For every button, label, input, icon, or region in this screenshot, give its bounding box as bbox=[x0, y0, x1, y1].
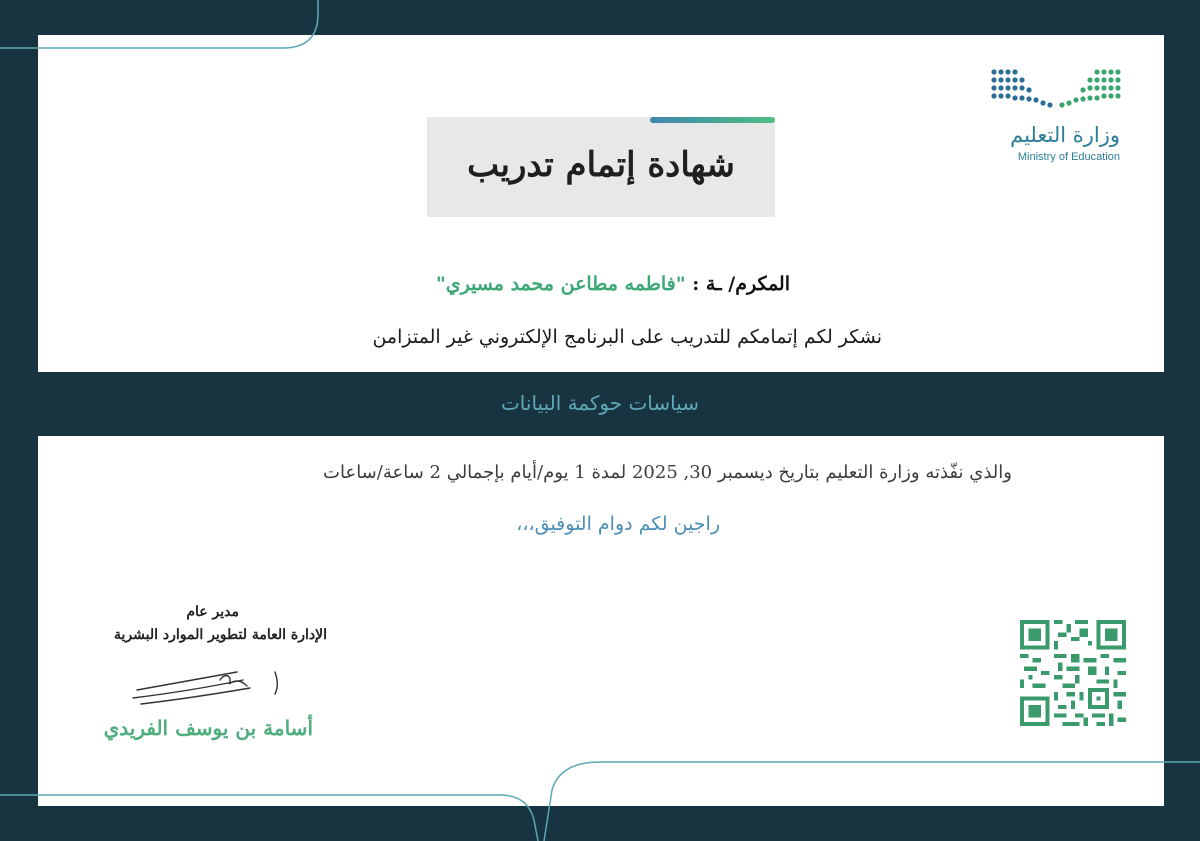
signatory-department: الإدارة العامة لتطوير الموارد البشرية bbox=[114, 627, 327, 643]
signatory-name: أسامة بن يوسف الفريدي bbox=[103, 716, 313, 740]
qr-code-icon bbox=[1020, 620, 1126, 726]
course-name: سياسات حوكمة البيانات bbox=[500, 391, 700, 415]
title-accent-bar bbox=[650, 117, 775, 123]
recipient-label: المكرم/ ـة : bbox=[692, 273, 790, 295]
certificate-title: شهادة إتمام تدريب bbox=[467, 145, 735, 185]
ministry-name-english: Ministry of Education bbox=[1017, 151, 1120, 163]
thanks-text: نشكر لكم إتمامكم للتدريب على البرنامج الإلكتروني غير المتزامن bbox=[372, 326, 882, 348]
certificate-title-box bbox=[427, 117, 775, 217]
ministry-name-arabic: وزارة التعليم bbox=[1010, 123, 1120, 147]
handwritten-signature bbox=[125, 664, 290, 708]
recipient-line bbox=[436, 273, 790, 295]
signatory-title: مدير عام bbox=[186, 604, 239, 620]
closing-text: راجين لكم دوام التوفيق،،، bbox=[516, 513, 720, 535]
recipient-name: "فاطمه مطاعن محمد مسيري" bbox=[435, 273, 686, 295]
execution-details: والذي نفّذته وزارة التعليم بتاريخ ديسمبر 30, 2025 لمدة 1 يوم/أيام بإجمالي 2 ساعة/ساعات bbox=[323, 462, 1012, 483]
ministry-logo-icon bbox=[990, 68, 1122, 110]
